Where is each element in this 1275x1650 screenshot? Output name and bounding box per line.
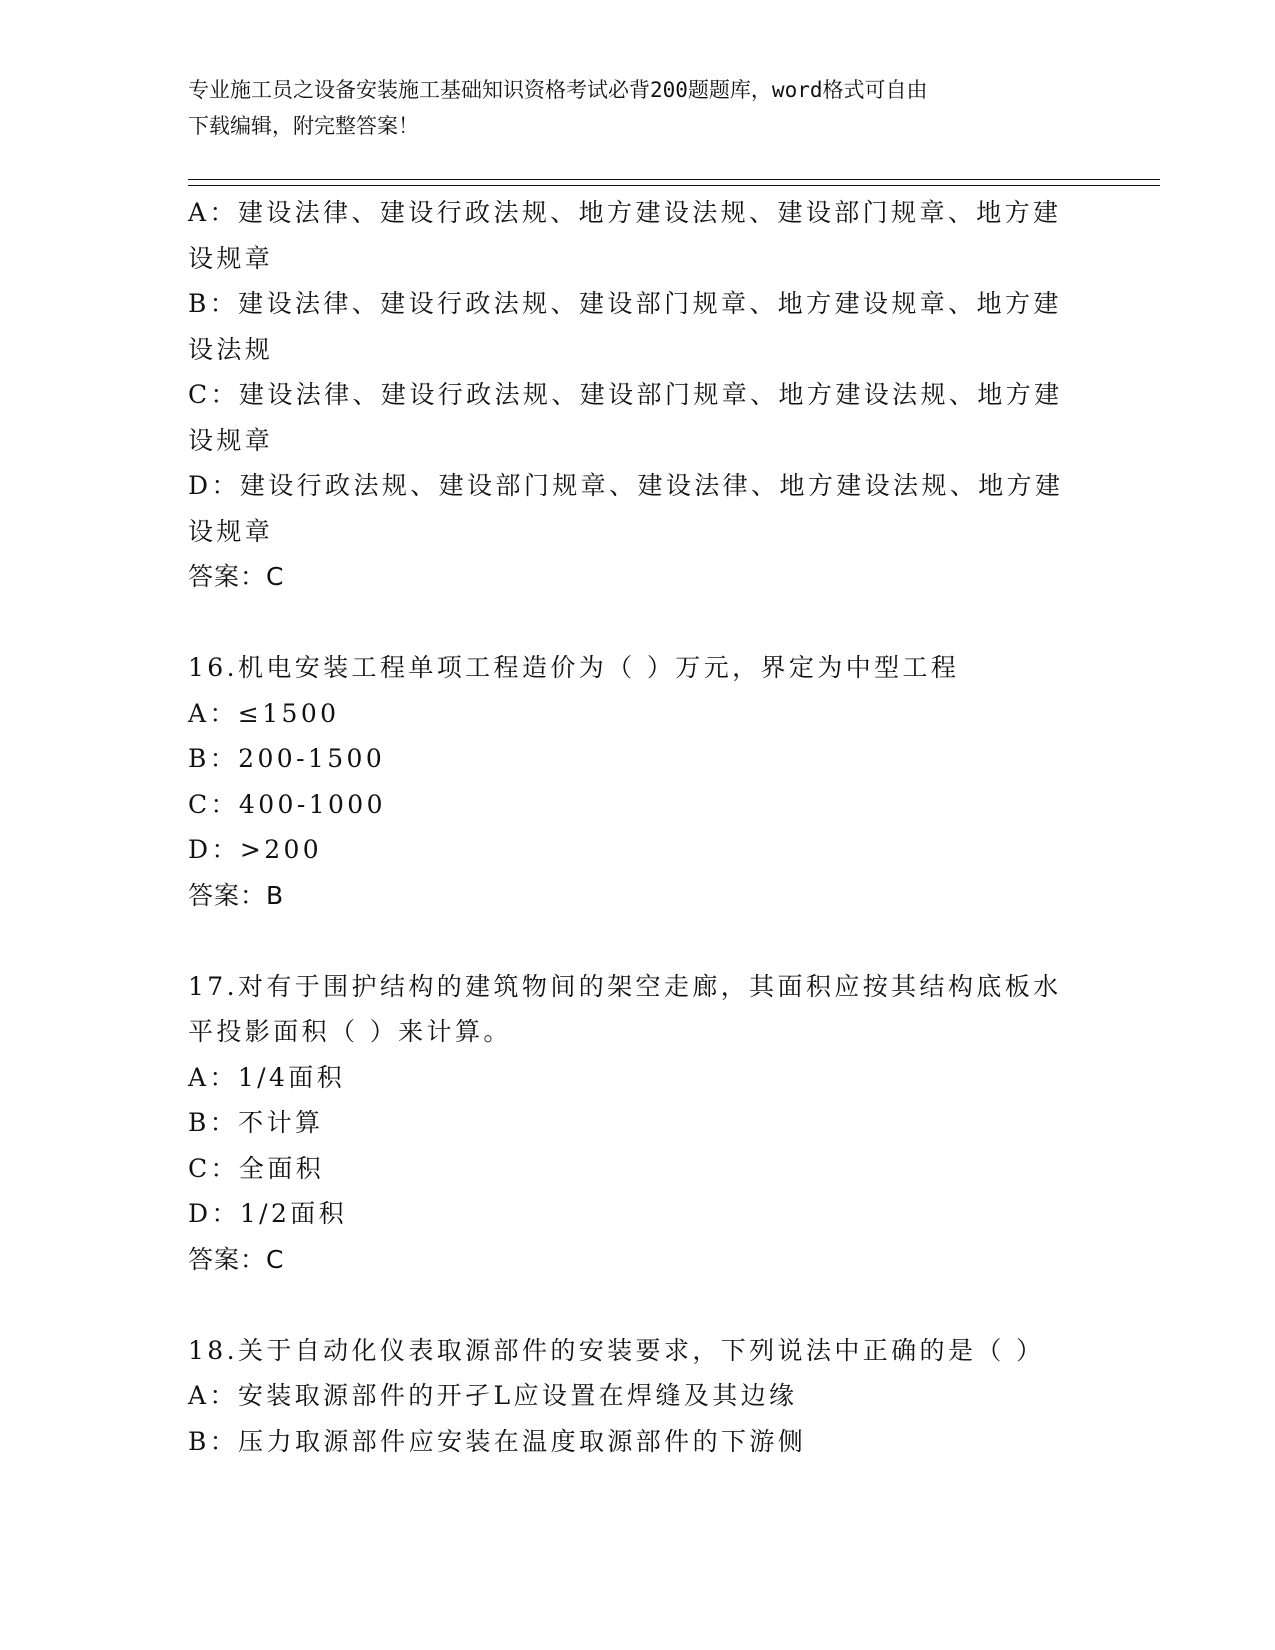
header-title-line-2: 下载编辑，附完整答案！ — [188, 114, 419, 138]
q15-option-c-line-2: 设规章 — [188, 425, 274, 455]
q18-option-a: A：安装取源部件的开孑L应设置在焊缝及其边缘 — [188, 1381, 798, 1410]
question-18-block — [188, 1328, 1088, 1465]
q15-answer: 答案：C — [188, 562, 285, 591]
question-15-block — [188, 190, 1088, 600]
question-16-block — [188, 645, 1088, 918]
spacer — [188, 918, 1088, 964]
q15-option-c-line-1: C：建设法律、建设行政法规、建设部门规章、地方建设法规、地方建 — [188, 380, 1063, 409]
q16-option-d: D：>200 — [188, 835, 323, 864]
header-divider-top — [188, 179, 1160, 180]
header-divider-bottom — [188, 185, 1160, 186]
q16-question: 16.机电安装工程单项工程造价为（ ）万元，界定为中型工程 — [188, 653, 960, 682]
q17-option-d: D：1/2面积 — [188, 1199, 348, 1228]
document-header — [188, 72, 1088, 144]
q15-option-a-line-1: A：建设法律、建设行政法规、地方建设法规、建设部门规章、地方建 — [188, 198, 1062, 227]
q15-option-b-line-1: B：建设法律、建设行政法规、建设部门规章、地方建设规章、地方建 — [188, 289, 1062, 318]
q17-option-b: B：不计算 — [188, 1108, 324, 1137]
q16-option-c: C：400-1000 — [188, 789, 386, 819]
q15-option-d-line-1: D：建设行政法规、建设部门规章、建设法律、地方建设法规、地方建 — [188, 471, 1064, 500]
q17-option-a: A：1/4面积 — [188, 1062, 346, 1092]
spacer — [188, 600, 1088, 646]
q15-option-d-line-2: 设规章 — [188, 516, 274, 546]
q15-option-a-line-2: 设规章 — [188, 243, 274, 273]
q16-answer: 答案：B — [188, 880, 285, 910]
q17-question-line-1: 17.对有于围护结构的建筑物间的架空走廊，其面积应按其结构底板水 — [188, 971, 1062, 1001]
q15-option-b-line-2: 设法规 — [188, 334, 274, 364]
q18-question: 18.关于自动化仪表取源部件的安装要求，下列说法中正确的是（ ） — [188, 1335, 1045, 1365]
spacer — [188, 1282, 1088, 1328]
q16-option-b: B：200-1500 — [188, 744, 386, 773]
q17-question-line-2: 平投影面积（ ）来计算。 — [188, 1017, 512, 1046]
q16-option-a: A：≤1500 — [188, 698, 340, 728]
header-title-line-1: 专业施工员之设备安装施工基础知识资格考试必背200题题库，word格式可自由 — [188, 78, 928, 102]
q17-option-c: C：全面积 — [188, 1153, 325, 1183]
q18-option-b: B：压力取源部件应安装在温度取源部件的下游侧 — [188, 1426, 807, 1456]
question-list — [188, 190, 1088, 1464]
q17-answer: 答案：C — [188, 1244, 285, 1274]
question-17-block — [188, 964, 1088, 1283]
